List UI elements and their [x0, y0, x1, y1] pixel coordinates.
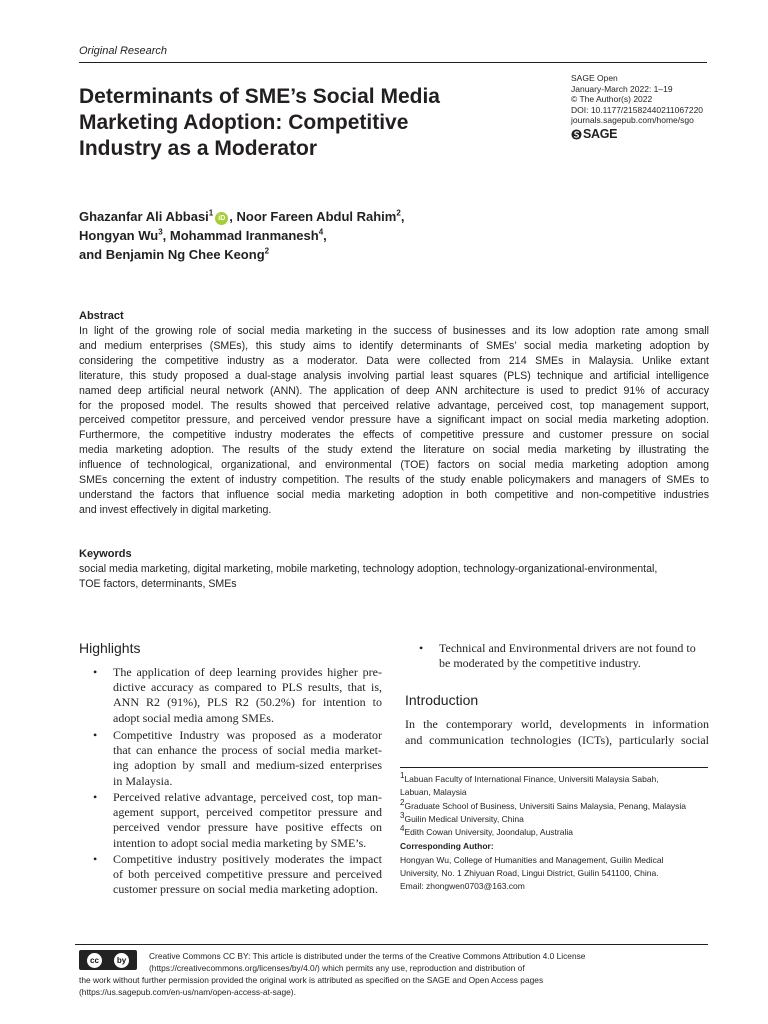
author-name: Mohammad Iranmanesh: [169, 228, 319, 243]
highlight-line: perceived vendor pressure have positive effects on: [113, 820, 382, 835]
abstract-line: considering the competitive industry as a moderator. Data were collected from 214 SMEs in Malaysia. Unlike extant: [79, 354, 709, 367]
affiliation-line: Labuan, Malaysia: [400, 787, 467, 798]
introduction-line: In the contemporary world, developments in information: [405, 717, 709, 731]
introduction-heading: Introduction: [405, 692, 479, 708]
footnote-divider: [400, 767, 708, 768]
author-name: Ghazanfar Ali Abbasi: [79, 209, 209, 224]
license-text: [79, 950, 709, 998]
license-line[interactable]: (https://creativecommons.org/licenses/by/4.0/) which permits any use, reproduction and distribution of: [149, 963, 525, 973]
journal-issue: January-March 2022: 1–19: [571, 83, 673, 94]
author-affiliation-mark: 4: [318, 227, 324, 237]
abstract-line: media marketing adoption. The results of the study extend the literature on social media marketing by illustrating the: [79, 444, 709, 457]
highlight-line: of both perceived competitive pressure and perceived: [113, 867, 382, 882]
author-line: [79, 207, 404, 226]
abstract-body: [79, 324, 709, 518]
creative-commons-icon: cc: [87, 953, 102, 968]
header-divider: [79, 62, 707, 63]
affiliation-text: Labuan Faculty of International Finance, Universiti Malaysia Sabah,: [404, 774, 659, 784]
highlight-line: Perceived relative advantage, perceived cost, top man-: [113, 790, 382, 804]
author-list: [79, 207, 404, 264]
highlight-line: intention to adopt social media marketing by SME’s.: [113, 835, 367, 850]
highlight-item: [79, 790, 382, 851]
corresponding-author-email[interactable]: Email: zhongwen0703@163.com: [400, 881, 525, 892]
bullet-marker: •: [93, 790, 98, 804]
license-line[interactable]: (https://us.sagepub.com/en-us/nam/open-access-at-sage).: [79, 987, 296, 997]
journal-copyright: © The Author(s) 2022: [571, 94, 653, 105]
orcid-icon[interactable]: iD: [215, 212, 228, 225]
affiliation-text: Edith Cowan University, Joondalup, Australia: [404, 827, 573, 838]
bullet-marker: •: [93, 728, 98, 742]
affiliation-line: [400, 826, 710, 839]
abstract-line: literature, this study proposed a dual-stage analysis involving partial least squares (PLS) technique and artificial intelligence: [79, 369, 709, 382]
author-separator: ,: [400, 209, 405, 224]
highlight-line: customer pressure on social media marketing adoption.: [113, 882, 378, 897]
bullet-marker: •: [93, 665, 98, 679]
author-separator: ,: [162, 228, 170, 243]
author-affiliation-mark: 1: [208, 208, 214, 218]
corresponding-author-line: University, No. 1 Zhiyuan Road, Lingui District, Guilin 541100, China.: [400, 868, 659, 879]
keywords-line: social media marketing, digital marketing, mobile marketing, technology adoption, technology-organizational-environmental,: [79, 563, 658, 575]
abstract-line: and medium enterprises (SMEs), this study aims to identify determinants of SMEs’ social media marketing adoption by: [79, 339, 709, 352]
abstract-line: perceived competitor pressure, and perceived vendor pressure have a significant impact on social media marketing adoption.: [79, 414, 709, 427]
author-line: [79, 245, 404, 264]
sage-logo: [571, 129, 703, 140]
highlight-line: Competitive industry positively moderates the impact: [113, 852, 382, 866]
highlight-item: [79, 665, 382, 726]
keywords-line: TOE factors, determinants, SMEs: [79, 578, 237, 590]
highlight-line: be moderated by the competitive industry.: [439, 656, 641, 671]
highlight-line: Technical and Environmental drivers are not found to: [439, 641, 696, 655]
affiliations: [400, 773, 710, 894]
abstract-line: understand the factors that influence social media marketing adoption in both competitive and non-competitive industries: [79, 488, 709, 501]
article-type-label: Original Research: [79, 45, 168, 57]
highlight-line: ing adoption by small and medium-sized enterprises: [113, 758, 382, 773]
abstract-heading: Abstract: [79, 310, 124, 322]
author-affiliation-mark: 2: [264, 246, 270, 256]
abstract-line: Furthermore, the competitive industry moderates the effects of competitive pressure and customer pressure on social: [79, 429, 709, 442]
affiliation-number: 2: [400, 797, 405, 807]
author-name: Hongyan Wu: [79, 228, 159, 243]
author-affiliation-mark: 2: [396, 208, 401, 218]
affiliation-line: [400, 813, 710, 826]
author-name: Noor Fareen Abdul Rahim: [236, 209, 397, 224]
highlight-line: dictive accuracy as compared to PLS results, that is,: [113, 680, 382, 695]
abstract-line: In light of the growing role of social media marketing in the success of businesses and its low adoption rate among small: [79, 325, 709, 337]
license-line: the work without further permission provided the original work is attributed as specified on the SAGE and Open Access pages: [79, 975, 544, 985]
author-affiliation-mark: 3: [158, 227, 163, 237]
affiliation-line: [400, 797, 710, 813]
abstract-line: influence of technological, organizational, and environmental (TOE) factors on social media marketing adoption among: [79, 459, 709, 472]
keywords-heading: Keywords: [79, 548, 132, 560]
author-name: and Benjamin Ng Chee Keong: [79, 247, 265, 262]
title-line: Industry as a Moderator: [79, 137, 318, 160]
author-line: [79, 226, 404, 245]
bullet-marker: •: [93, 852, 98, 866]
affiliation-line: [400, 773, 710, 786]
bullet-marker: •: [419, 641, 424, 655]
highlight-item: [79, 728, 382, 789]
journal-doi[interactable]: DOI: 10.1177/21582440211067220: [571, 104, 704, 115]
highlight-line: in Malaysia.: [113, 773, 173, 788]
introduction-body: [405, 717, 709, 748]
introduction-line: and communication technologies (ICTs), particularly social: [405, 732, 709, 747]
abstract-line: for the proposed model. The results showed that perceived relative advantage, perceived cost, top management support,: [79, 399, 709, 412]
highlight-line: Competitive Industry was proposed as a moderator: [113, 728, 382, 742]
highlight-line: adopt social media among SMEs.: [113, 710, 274, 725]
keywords-body: [79, 562, 709, 592]
highlight-line: that can enhance the process of social media market-: [113, 743, 382, 758]
sage-s-icon: [571, 129, 582, 140]
affiliation-text: Graduate School of Business, Universiti Sains Malaysia, Penang, Malaysia: [404, 800, 687, 811]
affiliation-text: Guilin Medical University, China: [404, 813, 524, 824]
affiliation-number: 3: [400, 811, 405, 821]
highlights-heading: Highlights: [79, 640, 141, 656]
highlight-line: agement support, perceived competitor pressure and: [113, 805, 382, 820]
author-separator: ,: [229, 209, 237, 224]
abstract-line: named deep artificial neural network (ANN). The application of deep ANN architecture is used to predict 91% of accuracy: [79, 384, 709, 397]
journal-url[interactable]: journals.sagepub.com/home/sgo: [571, 115, 694, 126]
highlight-item: [79, 852, 382, 898]
affiliation-number: 1: [400, 771, 405, 781]
affiliation-number: 4: [400, 824, 405, 834]
corresponding-author-heading: Corresponding Author:: [400, 841, 494, 852]
license-line: Creative Commons CC BY: This article is distributed under the terms of the Creative Commons Attribution 4.0 License: [149, 951, 586, 961]
title-line: Marketing Adoption: Competitive: [79, 111, 409, 134]
paper-title: [79, 84, 499, 162]
highlight-line: ANN R2 (91%), PLS R2 (50.2%) for intention to: [113, 695, 382, 710]
corresponding-author-line: Hongyan Wu, College of Humanities and Management, Guilin Medical: [400, 854, 664, 865]
title-line: Determinants of SME’s Social Media: [79, 85, 440, 108]
highlight-line: The application of deep learning provides higher pre-: [113, 665, 382, 679]
highlight-item: [405, 641, 708, 671]
sage-logo-text: SAGE: [583, 127, 618, 142]
journal-info: [571, 73, 703, 140]
author-separator: ,: [323, 228, 327, 243]
journal-name: SAGE Open: [571, 73, 618, 83]
abstract-line: SMEs concerning the extent of industry competition. The results of the study enable policymakers and managers of SMEs to: [79, 474, 709, 487]
attribution-icon: by: [114, 953, 129, 968]
abstract-line: and invest effectively in digital marketing.: [79, 503, 272, 516]
license-divider: [75, 944, 708, 945]
